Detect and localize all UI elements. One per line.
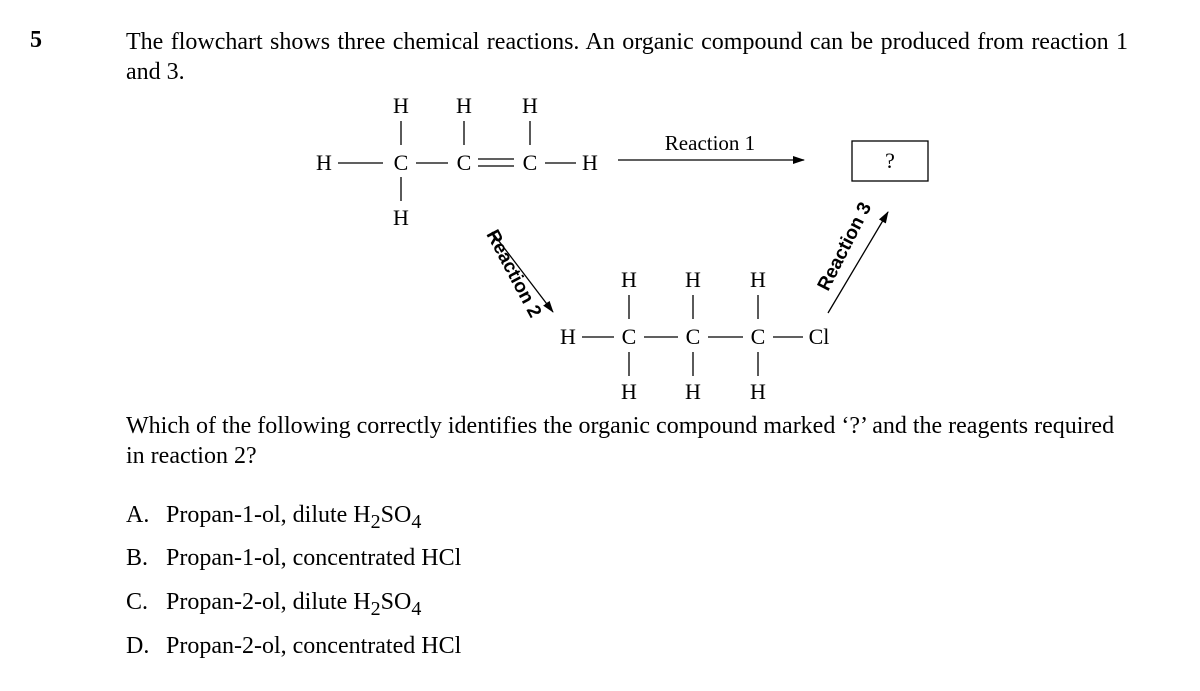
- option-d[interactable]: [126, 631, 461, 661]
- option-subscript: 4: [411, 510, 422, 533]
- chloro-c3: C: [750, 324, 766, 349]
- chloro-h-top1: H: [621, 267, 637, 292]
- chloro-h-left: H: [560, 324, 576, 349]
- chloropropane-structure: [560, 267, 829, 404]
- option-b[interactable]: [126, 543, 461, 573]
- propene-h-top1: H: [393, 93, 409, 118]
- option-subscript: 4: [411, 597, 422, 620]
- option-subscript: 2: [370, 597, 381, 620]
- propene-c1: C: [393, 150, 409, 175]
- option-letter: C.: [126, 589, 149, 615]
- option-letter: A.: [126, 502, 150, 528]
- option-text: SO: [380, 589, 412, 615]
- option-a[interactable]: [126, 500, 421, 537]
- reaction3-arrow-group: [814, 199, 888, 313]
- propene-h-right: H: [582, 150, 598, 175]
- option-text: Propan-2-ol, dilute H: [166, 589, 371, 615]
- propene-c2: C: [456, 150, 472, 175]
- propene-structure: [316, 93, 598, 230]
- propene-h-left: H: [316, 150, 332, 175]
- reaction2-arrow-group: [482, 226, 553, 321]
- reaction3-label: Reaction 3: [813, 199, 877, 295]
- propene-h-top3: H: [522, 93, 538, 118]
- propene-h-bottom: H: [393, 205, 409, 230]
- option-text: Propan-2-ol, concentrated HCl: [166, 633, 462, 659]
- propene-c3: C: [522, 150, 538, 175]
- reaction1-arrow-group: [618, 131, 804, 160]
- option-letter: B.: [126, 545, 149, 571]
- propene-h-top2: H: [456, 93, 472, 118]
- reaction1-label: Reaction 1: [664, 131, 756, 155]
- reaction2-label: Reaction 2: [481, 226, 546, 322]
- question-number: 5: [30, 27, 42, 53]
- question-text: Which of the following correctly identifies the organic compound marked ‘?’ and the reagents required in reaction 2?: [126, 413, 1115, 469]
- option-text: SO: [380, 502, 412, 528]
- chloro-h-bot1: H: [621, 379, 637, 404]
- chloro-cl: Cl: [808, 324, 830, 349]
- question-stem: The flowchart shows three chemical reactions. An organic compound can be produced from reaction 1 and 3.: [126, 29, 1128, 85]
- option-letter: D.: [126, 633, 150, 659]
- chloro-h-bot2: H: [685, 379, 701, 404]
- chloro-c2: C: [685, 324, 701, 349]
- chloro-h-top3: H: [750, 267, 766, 292]
- chloro-c1: C: [621, 324, 637, 349]
- unknown-compound-box: [852, 141, 928, 181]
- option-subscript: 2: [370, 510, 381, 533]
- option-text: Propan-1-ol, dilute H: [166, 502, 371, 528]
- chloro-h-bot3: H: [750, 379, 766, 404]
- unknown-box-label: ?: [885, 148, 895, 173]
- chloro-h-top2: H: [685, 267, 701, 292]
- option-c[interactable]: [126, 587, 421, 624]
- option-text: Propan-1-ol, concentrated HCl: [166, 545, 462, 571]
